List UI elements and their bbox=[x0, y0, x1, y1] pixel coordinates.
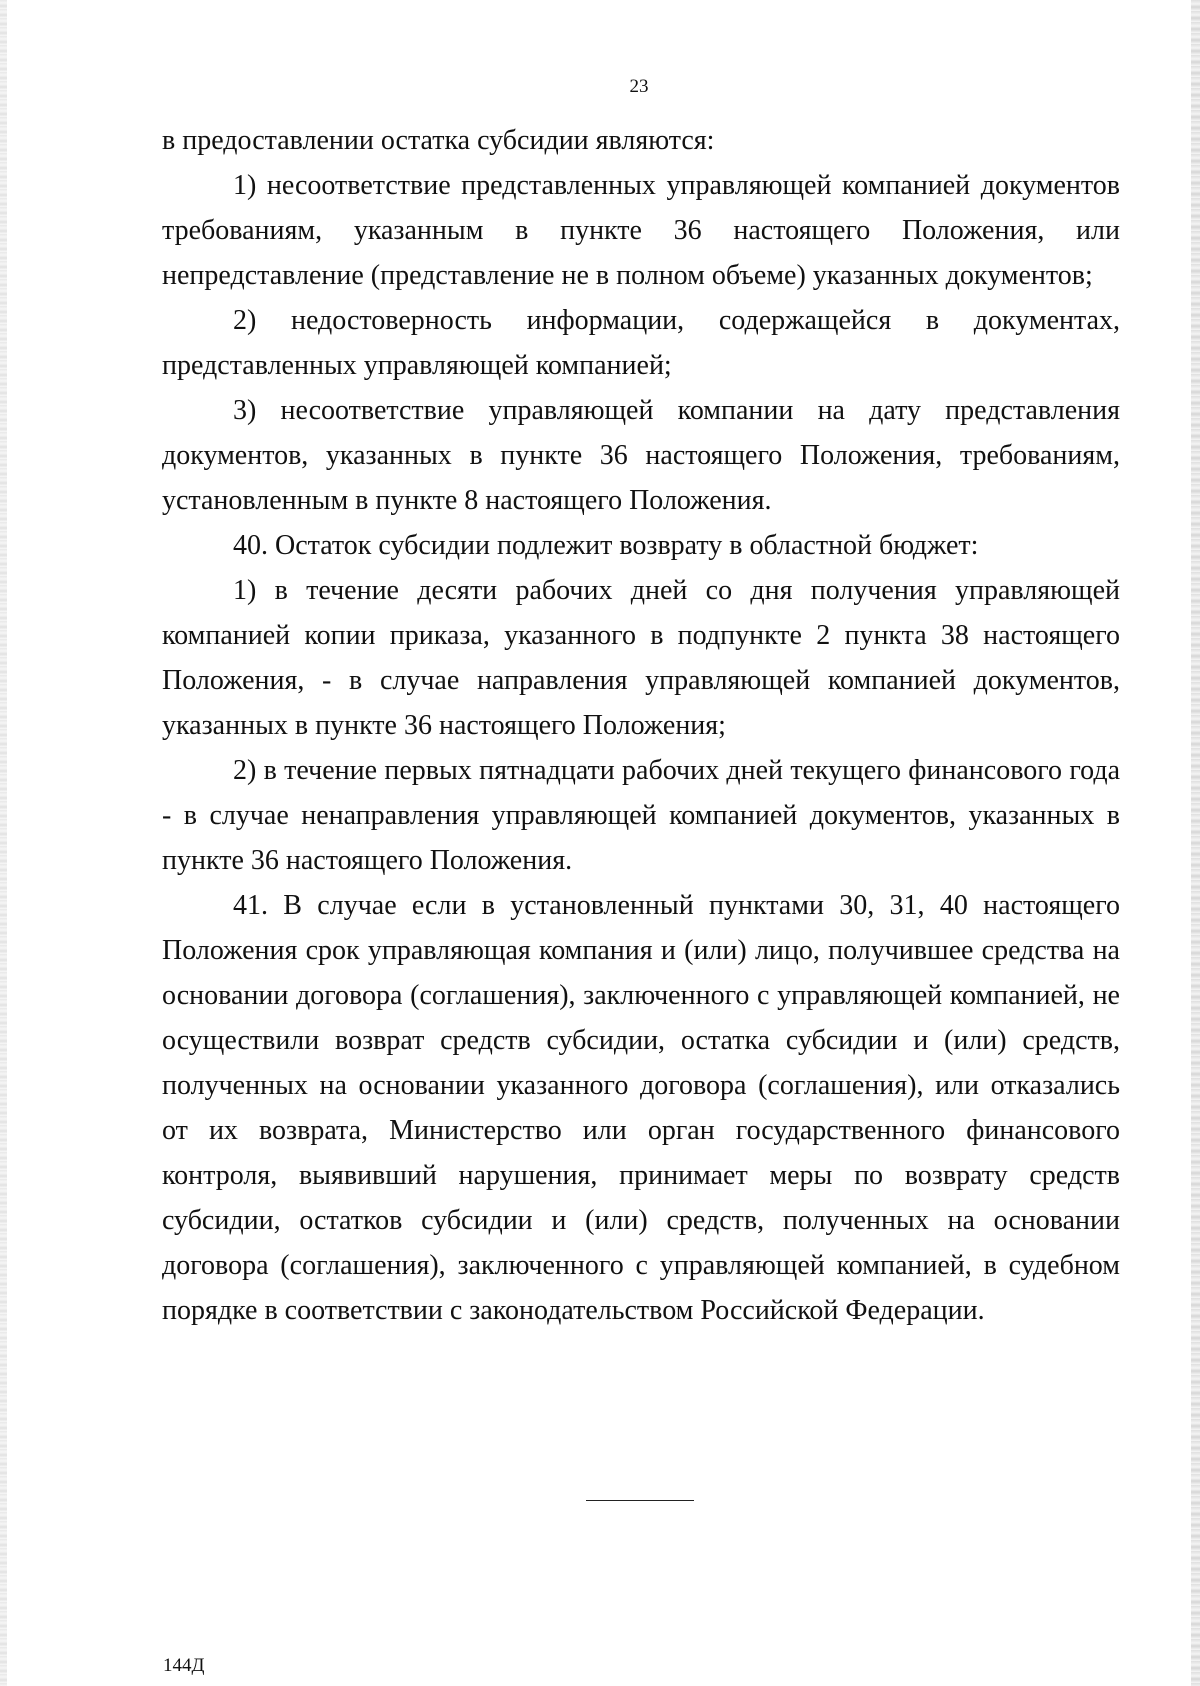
paragraph-item-2: 2) недостоверность информации, содержащейся в документах, представленных управляющей компанией; bbox=[162, 305, 1120, 381]
paragraph-item-3: 3) несоответствие управляющей компании на дату представления документов, указанных в пункте 36 настоящего Положения, требованиям, установленным в пункте 8 настоящего Положения. bbox=[162, 395, 1120, 516]
scan-edge-left bbox=[0, 0, 7, 1686]
paragraph-continuation: в предоставлении остатка субсидии являются: bbox=[162, 125, 715, 156]
document-code: 144Д bbox=[163, 1655, 205, 1676]
page-number: 23 bbox=[629, 76, 649, 97]
paragraph-item-1: 1) несоответствие представленных управляющей компанией документов требованиям, указанным в пункте 36 настоящего Положения, или непредставление (представление не в полном объеме) указанных документов; bbox=[162, 170, 1120, 291]
scan-edge-right bbox=[1191, 0, 1200, 1686]
end-divider-line bbox=[586, 1500, 694, 1501]
document-body bbox=[162, 118, 1120, 1333]
paragraph-clause-40-item-1: 1) в течение десяти рабочих дней со дня получения управляющей компанией копии приказа, указанного в подпункте 2 пункта 38 настоящего Положения, - в случае направления управляющей компанией документов, указанных в пункте 36 настоящего Положения; bbox=[162, 575, 1120, 741]
paragraph-clause-41: 41. В случае если в установленный пунктами 30, 31, 40 настоящего Положения срок управляющая компания и (или) лицо, получившее средства на основании договора (соглашения), заключенного с управляющей компанией, не осуществили возврат средств субсидии, остатка субсидии и (или) средств, полученных на основании указанного договора (соглашения), или отказались от их возврата, Министерство или орган государственного финансового контроля, выявивший нарушения, принимает меры по возврату средств субсидии, остатков субсидии и (или) средств, полученных на основании договора (соглашения), заключенного с управляющей компанией, в судебном порядке в соответствии с законодательством Российской Федерации. bbox=[162, 890, 1120, 1326]
paragraph-clause-40-item-2: 2) в течение первых пятнадцати рабочих дней текущего финансового года - в случае ненаправления управляющей компанией документов, указанных в пункте 36 настоящего Положения. bbox=[162, 755, 1120, 876]
paragraph-clause-40: 40. Остаток субсидии подлежит возврату в областной бюджет: bbox=[233, 530, 979, 561]
